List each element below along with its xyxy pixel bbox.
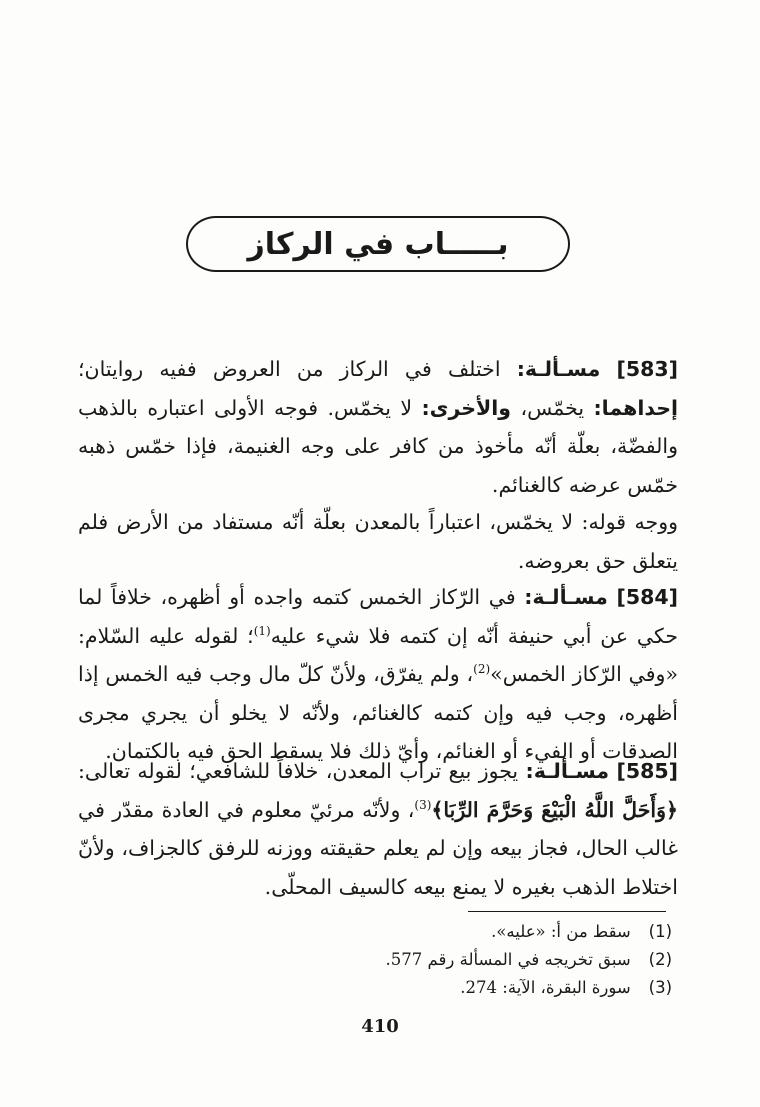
issue-label: مسـألـة: [525, 759, 610, 783]
issue-number: [584] [616, 585, 678, 609]
paragraph-583 [78, 350, 678, 504]
paragraph-text: لا يخمّس. فوجه الأولى اعتباره بالذهب والفضّة، بعلّة أنّه مأخوذ من كافر على وجه الغنيمة، فإذا خمّس ذهبه خمّس عرضه كالغنائم. [78, 395, 678, 497]
paragraph-text: يجوز بيع تراب المعدن، خلافاً للشافعي؛ لقوله تعالى: [78, 759, 526, 783]
chapter-title-frame [186, 216, 570, 272]
first-narration-label: إحداهما: [593, 395, 678, 420]
paragraph-text: ، ولم يفرّق، ولأنّ كلّ مال وجب فيه الخمس إذا أظهره، وجب فيه وإن كتمه كالغنائم، ولأنّه لا يخلو أن يجري مجرى الصدقات أو الفيء أو الغنائم، وأيّ ذلك فلا يسقط الحق فيه بالكتمان. [78, 662, 678, 763]
paragraph-583-continued [78, 503, 678, 580]
footnotes [300, 918, 672, 1002]
paragraph-text: اختلف في الركاز من العروض ففيه روايتان؛ [78, 357, 517, 381]
paragraph-text: يخمّس، [511, 395, 594, 420]
paragraph-text: ووجه قوله: لا يخمّس، اعتباراً بالمعدن بعلّة أنّه مستفاد من الأرض فلم يتعلق حق بعروضه. [78, 510, 678, 573]
footnote-ref-1: (1) [253, 623, 271, 638]
chapter-title: بـــــاب في الركاز [247, 226, 509, 262]
quran-verse: ﴿وَأَحَلَّ اللَّهُ الْبَيْعَ وَحَرَّمَ الرِّبَا﴾ [431, 797, 678, 822]
footnote-text: سقط من أ: «عليه». [491, 922, 631, 941]
paragraph-text: ، ولأنّه مرئيّ معلوم في العادة مقدّر في غالب الحال، فجاز بيعه وإن لم يعلم حقيقته ووزنه للرفق كالجزاف، ولأنّ اختلاط الذهب بغيره لا يمنع بيعه كالسيف المحلّى. [78, 797, 678, 899]
footnote-text: سبق تخريجه في المسألة رقم 577. [385, 950, 631, 969]
footnote-ref-3: (3) [414, 797, 432, 812]
issue-number: [585] [616, 759, 678, 783]
footnote-text: سورة البقرة، الآية: 274. [460, 978, 631, 997]
footnote-ref-2: (2) [473, 662, 491, 677]
paragraph-text: ؛ لقوله عليه السّلام: «وفي الرّكاز الخمس» [78, 623, 678, 686]
footnote-number: (1) [648, 922, 672, 941]
paragraph-text: في الرّكاز الخمس كتمه واجده أو أظهره، خلافاً لما حكي عن أبي حنيفة أنّه إن كتمه فلا شيء عليه [78, 585, 678, 648]
issue-number: [583] [616, 357, 678, 381]
paragraph-585 [78, 752, 678, 906]
footnote-divider [468, 911, 666, 912]
footnote-number: (3) [648, 978, 672, 997]
footnote [300, 974, 672, 1002]
page-number: 410 [361, 1016, 399, 1037]
issue-label: مسـألـة: [516, 357, 601, 381]
issue-label: مسـألـة: [524, 585, 608, 609]
footnote [300, 918, 672, 946]
paragraph-584 [78, 578, 678, 771]
footnote-number: (2) [648, 950, 672, 969]
second-narration-label: والأخرى: [421, 395, 512, 420]
footnote [300, 946, 672, 974]
